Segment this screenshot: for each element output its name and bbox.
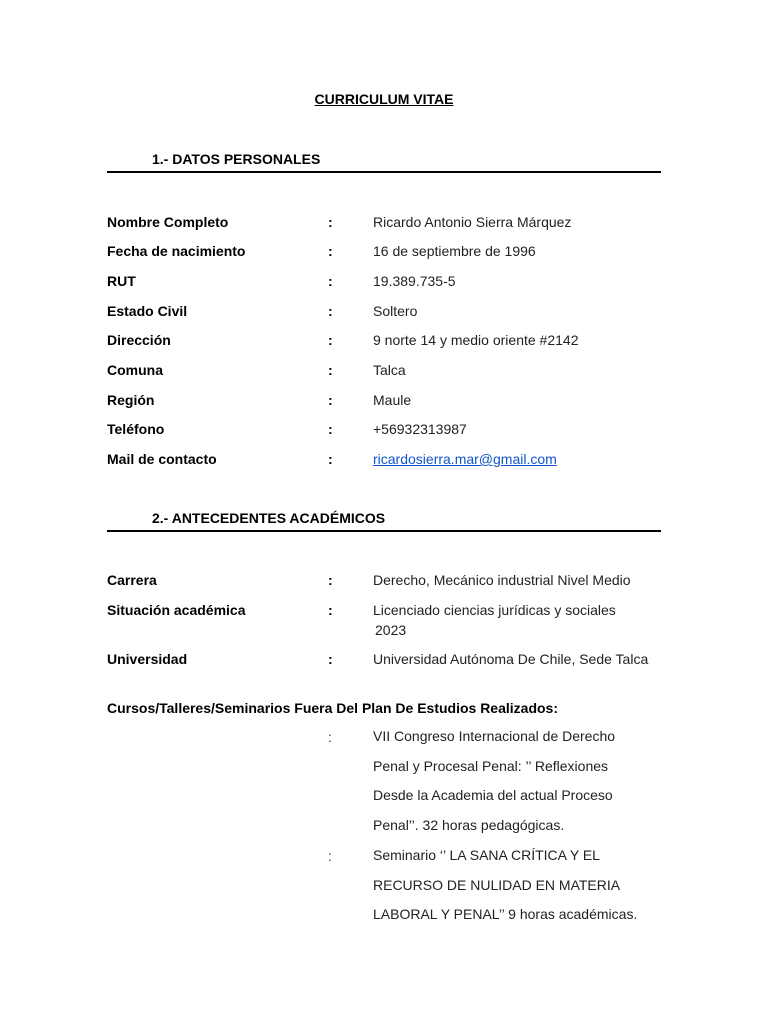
field-label: Situación académica [107, 602, 246, 618]
colon: : [328, 421, 333, 437]
field-value-line: Licenciado ciencias jurídicas y sociales [373, 602, 616, 618]
course-line: Penal y Procesal Penal: ’’ Reflexiones [373, 757, 609, 774]
course-line: Seminario ‘’ LA SANA CRÍTICA Y EL [373, 847, 600, 863]
section-heading-personal: 1.- DATOS PERSONALES [107, 151, 661, 173]
course-line: VII Congreso Internacional de Derecho [373, 728, 616, 744]
course-text [373, 722, 661, 841]
field-value: Soltero [373, 303, 418, 319]
colon: : [328, 332, 333, 348]
field-value-line: 2023 [375, 622, 407, 638]
field-value [373, 600, 661, 640]
colon: : [328, 602, 333, 618]
section-heading-academic: 2.- ANTECEDENTES ACADÉMICOS [107, 510, 661, 532]
field-label: Mail de contacto [107, 451, 217, 467]
field-label: Estado Civil [107, 303, 188, 319]
course-line: Desde la Academia del actual Proceso [373, 787, 613, 804]
colon: : [328, 651, 333, 667]
field-label: Universidad [107, 651, 188, 667]
colon: : [328, 303, 333, 319]
colon: : [328, 848, 332, 864]
field-label: RUT [107, 273, 136, 289]
field-label: Comuna [107, 362, 163, 378]
field-label: Fecha de nacimiento [107, 243, 246, 259]
field-label: Dirección [107, 332, 171, 348]
field-value: Maule [373, 392, 412, 408]
field-value: Universidad Autónoma De Chile, Sede Talca [373, 651, 649, 667]
field-value [373, 449, 661, 469]
field-label: Carrera [107, 572, 157, 588]
colon: : [328, 451, 333, 467]
colon: : [328, 214, 333, 230]
colon: : [328, 243, 333, 259]
course-line: RECURSO DE NULIDAD EN MATERIA [373, 876, 621, 893]
field-value: +56932313987 [373, 421, 467, 437]
colon: : [328, 572, 333, 588]
field-label: Teléfono [107, 421, 165, 437]
colon: : [328, 273, 333, 289]
colon: : [328, 392, 333, 408]
field-value: 16 de septiembre de 1996 [373, 243, 536, 259]
field-value: Derecho, Mecánico industrial Nivel Medio [373, 572, 631, 588]
field-label: Nombre Completo [107, 214, 229, 230]
colon: : [328, 362, 333, 378]
field-label: Región [107, 392, 155, 408]
course-line: Penal’’. 32 horas pedagógicas. [373, 817, 565, 834]
document-title: CURRICULUM VITAE [314, 91, 454, 107]
field-value: 19.389.735-5 [373, 273, 456, 289]
course-line: LABORAL Y PENAL’’ 9 horas académicas. [373, 906, 638, 923]
field-value: Ricardo Antonio Sierra Márquez [373, 214, 572, 230]
field-value: Talca [373, 362, 406, 378]
email-link[interactable]: ricardosierra.mar@gmail.com [373, 451, 557, 467]
field-value: 9 norte 14 y medio oriente #2142 [373, 332, 579, 348]
course-text [373, 841, 661, 930]
courses-heading: Cursos/Talleres/Seminarios Fuera Del Plan De Estudios Realizados: [107, 700, 559, 716]
colon: : [328, 729, 332, 745]
